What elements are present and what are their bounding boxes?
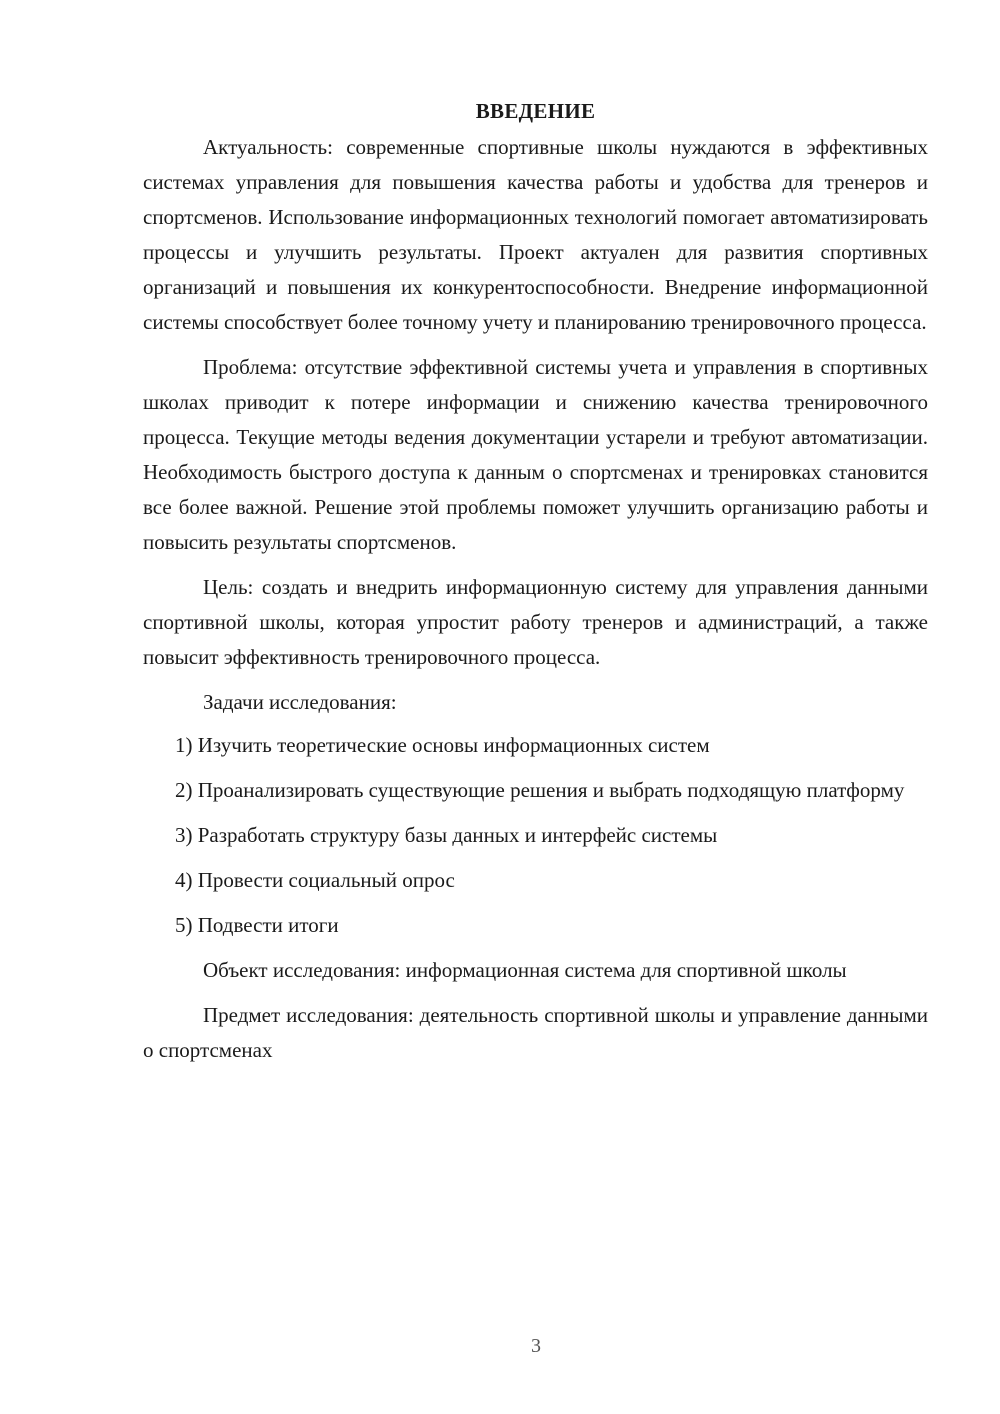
goal-paragraph: Цель: создать и внедрить информационную систему для управления данными спортивной школы, которая упростит работу тренеров и администраций, а также повысит эффективность тренировочного процесса. (143, 575, 928, 669)
page-content (143, 96, 928, 1078)
tasks-list (143, 728, 928, 943)
task-item-4: 4) Провести социальный опрос (175, 868, 455, 892)
task-item-2: 2) Проанализировать существующие решения и выбрать подходящую платформу (175, 778, 905, 802)
page-title: ВВЕДЕНИЕ (475, 99, 596, 123)
problem-paragraph: Проблема: отсутствие эффективной системы учета и управления в спортивных школах приводит к потере информации и снижению качества тренировочного процесса. Текущие методы ведения документации устарели и требуют автоматизации. Необходимость быстрого доступа к данным о спортсменах и тренировках становится все более важной. Решение этой проблемы поможет улучшить организацию работы и повысить результаты спортсменов. (143, 355, 928, 554)
relevance-paragraph: Актуальность: современные спортивные школы нуждаются в эффективных системах управления для повышения качества работы и удобства для тренеров и спортсменов. Использование информационных технологий помогает автоматизировать процессы и улучшить результаты. Проект актуален для развития спортивных организаций и повышения их конкурентоспособности. Внедрение информационной системы способствует более точному учету и планированию тренировочного процесса. (143, 135, 928, 334)
task-item-3: 3) Разработать структуру базы данных и интерфейс системы (175, 823, 718, 847)
task-item-1: 1) Изучить теоретические основы информационных систем (175, 733, 710, 757)
subject-paragraph: Предмет исследования: деятельность спортивной школы и управление данными о спортсменах (143, 1003, 928, 1062)
tasks-heading: Задачи исследования: (203, 690, 397, 714)
object-paragraph: Объект исследования: информационная система для спортивной школы (203, 958, 847, 982)
task-item-5: 5) Подвести итоги (175, 913, 339, 937)
page-number: 3 (531, 1335, 541, 1357)
